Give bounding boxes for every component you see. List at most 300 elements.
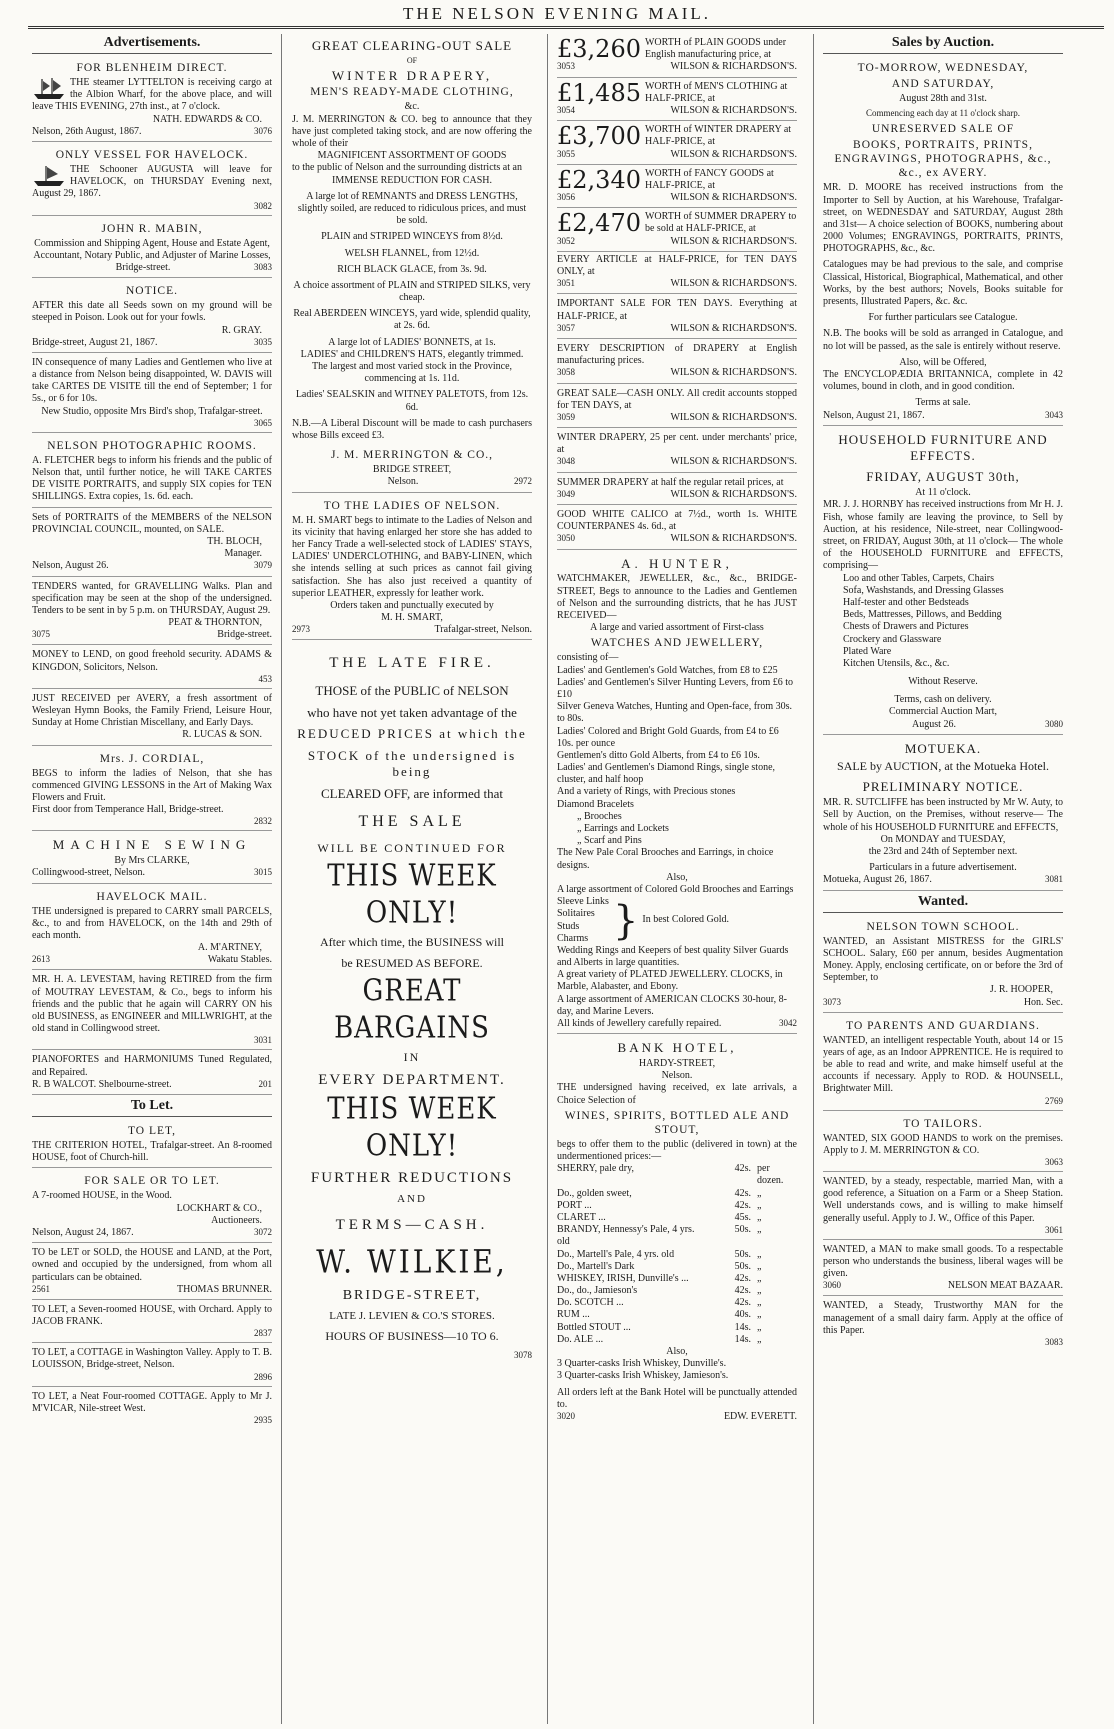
ad-heading: UNRESERVED SALE OF (871, 123, 1015, 136)
ad-price (557, 78, 797, 122)
ad-wr (557, 252, 797, 295)
ad-item: Loo and other Tables, Carpets, Chairs (843, 572, 995, 584)
ad-lucas (32, 691, 272, 746)
ad-address: Bridge-street. (217, 629, 272, 641)
ad-price (557, 34, 797, 78)
ad-firm: WILSON & RICHARDSON'S. (670, 367, 797, 379)
ad-text: Terms at sale. (915, 397, 971, 409)
ad-body: WATCHMAKER, JEWELLER, &c., &c., BRIDGE-STREET, Begs to announce to the Ladies and Gentlemen of Nelson and the surrounding districts, that he has JUST RECEIVED— (557, 573, 797, 621)
ad-body: THE undersigned is prepared to CARRY small PARCELS, &c., to and from HAVELOCK, on the 14th and 29th of each month. (32, 905, 272, 941)
ad-number: 3049 (557, 488, 575, 499)
ad-number: 3048 (557, 456, 575, 467)
ad-text: consisting of— (557, 652, 619, 664)
ad-wilkie (292, 642, 532, 1363)
price-unit: „ (757, 1260, 762, 1272)
ad-item: Beds, Mattresses, Pillows, and Bedding (843, 609, 1002, 621)
ad-number: 3065 (254, 417, 272, 428)
price-value: 42s. (734, 1285, 751, 1297)
ad-body: For further particulars see Catalogue. (868, 312, 1018, 324)
ad-number: 3072 (254, 1227, 272, 1237)
ad-heading: BOOKS, PORTRAITS, PRINTS, ENGRAVINGS, PHOTOGRAPHS, &c., &c., ex AVERY. (834, 139, 1052, 180)
ad-bloch (32, 510, 272, 577)
price-value: 50s. (734, 1260, 751, 1272)
ad-number: 3053 (557, 61, 575, 72)
ad-number: 201 (258, 1078, 272, 1089)
price-unit: „ (757, 1248, 762, 1260)
ad-address: HARDY-STREET, (638, 1058, 716, 1070)
ad-motueka (823, 737, 1063, 891)
ad-heading: NELSON PHOTOGRAPHIC ROOMS. (47, 439, 257, 452)
price-row (557, 1212, 797, 1224)
ad-body: AFTER this date all Seeds sown on my ground will be steeped in Poison. Look out for your fowls. (32, 300, 272, 324)
ad-text: Orders taken and punctually executed by (330, 599, 494, 611)
ad-item: Solitaires (557, 908, 595, 920)
ad-role: Hon. Sec. (1023, 996, 1063, 1008)
ad-address: Wakatu Stables. (207, 954, 272, 966)
ad-amount: £1,485 (557, 78, 641, 107)
ad-text: who have not yet taken advantage of the (307, 704, 517, 720)
ad-signature: J. R. HOOPER, (989, 984, 1053, 996)
ad-number: 3083 (253, 261, 272, 272)
ad-heading: A. HUNTER, (621, 555, 733, 571)
ad-text: HOURS OF BUSINESS—10 TO 6. (325, 1329, 499, 1344)
price-unit: „ (757, 1211, 762, 1223)
ad-amount: £2,340 (557, 165, 641, 194)
ad-heading: MACHINE SEWING (52, 837, 252, 853)
ad-heading: TO TAILORS. (903, 1117, 983, 1130)
ad-body: MR. H. A. LEVESTAM, having RETIRED from the firm of MOUTRAY LEVESTAM, & Co., begs to inform his friends and the public that he again will CARRY ON his old BUSINESS, as ENGINEER and MILLWRIGHT, at the old stand in Collingwood street. (32, 974, 272, 1035)
ad-subheading: WINTER DRAPERY, (331, 67, 493, 83)
ad-body: JUST RECEIVED per AVERY, a fresh assortment of Wesleyan Hymn Books, the Family Friend, Leisure Hour, Sunday at Home Christian Miscellany, and Early Days. (32, 692, 272, 729)
price-row (557, 1249, 797, 1261)
ad-signature: R. GRAY. (221, 324, 262, 336)
ad-body: WANTED, an intelligent respectable Youth, about 14 or 15 years of age, as an Indoor APPRENTICE. He is required to be able to read and write, and make himself useful at the accounts if necessary. Apply to ROD. & HOUNSELL, Brightwater Mill. (823, 1034, 1063, 1095)
ad-item: A great variety of PLATED JEWELLERY. CLOCKS, in Marble, Alabaster, and Ebony. (557, 969, 783, 993)
ad-number: 3081 (1045, 874, 1063, 885)
ad-number: 3059 (557, 411, 575, 422)
ad-text: &c. (404, 101, 420, 113)
ad-number: 3051 (557, 278, 575, 289)
price-unit: „ (757, 1285, 762, 1297)
ad-subheading: PRELIMINARY NOTICE. (862, 779, 1024, 795)
ad-number: 3060 (823, 1280, 841, 1291)
ad-item: Charms (557, 932, 589, 944)
ad-date: Nelson, 26th August, 1867. (32, 125, 142, 137)
ad-text: At 11 o'clock. (915, 487, 971, 499)
ad-number: 2837 (254, 1328, 272, 1339)
ad-headline: W. WILKIE, (316, 1241, 508, 1280)
ad-body: THE undersigned having received, ex late arrivals, a Choice Selection of (557, 1082, 797, 1106)
ad-amount: £3,700 (557, 122, 641, 151)
ad-date: August 26. (912, 718, 956, 730)
ad-item: „ Brooches (577, 810, 622, 822)
ad-item: Ladies' and Gentlemen's Gold Watches, from £8 to £25 (557, 664, 778, 676)
ad-address: Collingwood-street, Nelson. (32, 867, 146, 879)
ad-date: Nelson, August 21, 1867. (823, 409, 925, 421)
ad-number: 3078 (514, 1349, 532, 1360)
ad-item: A large assortment of AMERICAN CLOCKS 30-hour, 8-day, and Marine Levers. (557, 993, 787, 1017)
ad-davis (32, 355, 272, 433)
ship-icon (32, 164, 66, 188)
ad-number: 3058 (557, 367, 575, 378)
ad-body: WANTED, a MAN to make small goods. To a respectable person who understands the business, liberal wages will be given. (823, 1243, 1063, 1280)
ad-date: Nelson, August 26. (32, 560, 109, 572)
ad-date: Nelson, August 24, 1867. (32, 1227, 134, 1238)
ad-heading: FOR SALE OR TO LET. (84, 1175, 220, 1188)
ad-number: 3080 (1045, 718, 1063, 729)
ad-body: TO LET, a Neat Four-roomed COTTAGE. Apply to Mr J. M'VICAR, Nile-street West. (32, 1390, 272, 1414)
ad-text: A large and varied assortment of First-class (590, 622, 764, 634)
ad-body: TO LET, a Seven-roomed HOUSE, with Orchard. Apply to JACOB FRANK. (32, 1303, 272, 1328)
section-heading: Advertisements. (32, 34, 272, 54)
ad-tailors (823, 1113, 1063, 1172)
ad-heading: MOTUEKA. (904, 740, 982, 756)
ad-text: Commencing each day at 11 o'clock sharp. (866, 108, 1020, 119)
ad-body: EVERY DESCRIPTION of DRAPERY at English manufacturing prices. (557, 342, 797, 367)
ad-item: Real ABERDEEN WINCEYS, yard wide, splendid quality, at 2s. 6d. (293, 308, 531, 332)
ad-heading: THE LATE FIRE. (329, 655, 495, 672)
ad-price (557, 121, 797, 165)
ad-blenheim (32, 57, 272, 142)
ad-text: REDUCED PRICES at which the (297, 726, 527, 742)
ad-firm: WILSON & RICHARDSON'S. (670, 322, 797, 334)
price-row (557, 1200, 797, 1212)
ad-role: Manager. (224, 548, 262, 560)
price-item: PORT ... (557, 1199, 592, 1211)
ad-money (32, 647, 272, 688)
ad-number: 2935 (254, 1415, 272, 1425)
ad-body: begs to offer them to the public (delivered in town) at the undermentioned prices:— (557, 1138, 797, 1163)
ad-signature: LOCKHART & CO., (176, 1202, 262, 1214)
ad-town-school (823, 916, 1063, 1013)
price-item: Bottled STOUT ... (557, 1321, 631, 1333)
price-row (557, 1163, 797, 1187)
ad-text: Particulars in a future advertisement. (869, 862, 1017, 874)
ad-item: 3 Quarter-casks Irish Whiskey, Dunville's. (557, 1358, 727, 1370)
ad-body: SALE by AUCTION, at the Motueka Hotel. (837, 758, 1049, 773)
price-value: 42s. (734, 1272, 751, 1284)
section-heading: Wanted. (823, 893, 1063, 913)
ad-text: MAGNIFICENT ASSORTMENT OF GOODS (317, 150, 507, 162)
ad-photographic-rooms (32, 435, 272, 508)
ad-body: A 7-roomed HOUSE, in the Wood. (32, 1190, 172, 1202)
price-row (557, 1285, 797, 1297)
ad-amount: £2,470 (557, 209, 641, 238)
ad-body: Sets of PORTRAITS of the MEMBERS of the NELSON PROVINCIAL COUNCIL, mounted, on SALE. (32, 511, 272, 535)
ad-text: On MONDAY and TUESDAY, (880, 833, 1006, 845)
ad-clearing-sale (292, 34, 532, 493)
ad-signature: TH. BLOCH, (207, 535, 262, 547)
ad-tenders (32, 579, 272, 646)
ad-body: GOOD WHITE CALICO at 7½d., worth 1s. WHITE COUNTERPANES 4s. 6d., at (557, 509, 797, 533)
ad-number: 3035 (254, 336, 272, 347)
ad-number: 2769 (1045, 1095, 1063, 1106)
ad-item: Also, (666, 871, 688, 883)
ad-mvicar (32, 1389, 272, 1429)
ad-firm: WILSON & RICHARDSON'S. (670, 488, 797, 500)
price-row (557, 1188, 797, 1200)
ad-text: CLEARED OFF, are informed that (320, 786, 503, 802)
price-unit: „ (757, 1321, 762, 1333)
price-row (557, 1261, 797, 1273)
price-row (557, 1322, 797, 1334)
ad-body: BEGS to inform the ladies of Nelson, that she has commenced GIVING LESSONS in the Art of Making Wax Flowers and Fruit. (32, 767, 272, 803)
ad-headline: THIS WEEK ONLY! (327, 859, 497, 931)
ad-steady-man (823, 1174, 1063, 1240)
ad-parents (823, 1015, 1063, 1111)
price-row (557, 1297, 797, 1309)
ad-number: 3056 (557, 192, 575, 203)
ad-number: 3063 (1045, 1157, 1063, 1168)
ad-number: 3015 (254, 867, 272, 878)
ad-number: 3057 (557, 322, 575, 333)
price-item: WHISKEY, IRISH, Dunville's ... (557, 1272, 689, 1284)
ad-number: 3079 (254, 560, 272, 571)
price-unit: „ (757, 1309, 762, 1321)
ad-text: WILL BE CONTINUED FOR (317, 841, 507, 856)
ad-wr (557, 430, 797, 473)
ad-notice (32, 280, 272, 353)
ad-heading: ONLY VESSEL FOR HAVELOCK. (55, 149, 249, 162)
ad-body: IN consequence of many Ladies and Gentlemen who live at a distance from Nelson being disappointed, W. DAVIS will take CARTES DE VISITE till the end of September; 1 for 5s., or 6 for 10s. (32, 356, 272, 405)
ad-body: TO be LET or SOLD, the HOUSE and LAND, at the Port, owned and occupied by the undersigned, from whom all particulars can be obtained. (32, 1247, 272, 1283)
price-value: 50s. (734, 1224, 751, 1236)
ad-number: 2613 (32, 954, 50, 965)
ad-number: 3075 (32, 629, 50, 640)
ad-address: New Studio, opposite Mrs Bird's shop, Trafalgar-street. (41, 405, 263, 417)
ad-subheading: WATCHES AND JEWELLERY, (590, 637, 764, 650)
ad-number: 3082 (254, 200, 272, 211)
ad-text: be RESUMED AS BEFORE. (341, 956, 483, 971)
ad-body: WANTED, a Steady, Trustworthy MAN for the management of a small dairy farm. Apply at the office of this Paper. (823, 1300, 1063, 1336)
ad-item: Ladies' Colored and Bright Gold Guards, from £4 to £6 10s. per ounce (557, 725, 779, 749)
ad-item: „ Scarf and Pins (577, 835, 642, 847)
ad-body: MR. R. SUTCLIFFE has been instructed by Mr W. Auty, to Sell by Auction, on the Premises, without reserve— The whole of his HOUSEHOLD FURNITURE and EFFECTS, (823, 797, 1063, 833)
ad-body: MR. D. MOORE has received instructions from the Importer to Sell by Auction, at his Warehouse, Trafalgar-street, on WEDNESDAY and SATURDAY, August 28th and 31st— A choice selection of BOOKS, numbering about 2000 Volumes; ENGRAVINGS, PORTRAITS, PRINTS, PHOTOGRAPHS, &c., &c. (823, 182, 1063, 255)
ad-wr (557, 296, 797, 339)
ad-signature: NATH. EDWARDS & CO. (152, 113, 262, 125)
ad-heading: TO THE LADIES OF NELSON. (323, 499, 501, 512)
ad-wr (557, 475, 797, 505)
ad-wood (32, 1170, 272, 1243)
ad-item: Ladies' and Gentlemen's Diamond Rings, single stone, cluster, and half hoop (557, 762, 776, 786)
ad-item: Silver Geneva Watches, Hunting and Open-face, from 30s. to 80s. (557, 701, 793, 725)
price-item: Do., Martell's Dark (557, 1260, 635, 1272)
ad-item: Diamond Bracelets (557, 798, 634, 810)
price-value: 45s. (734, 1211, 751, 1223)
ad-heading: NOTICE. (125, 285, 179, 298)
ad-body: WORTH of WINTER DRAPERY at HALF-PRICE, at (644, 124, 792, 148)
masthead-rule (28, 26, 1104, 29)
ad-heading: NELSON TOWN SCHOOL. (866, 920, 1020, 933)
ad-text: STOCK of the undersigned is being (307, 748, 517, 780)
price-item: Do., Martell's Pale, 4 yrs. old (557, 1248, 675, 1260)
ad-heading: Mrs. J. CORDIAL, (99, 752, 205, 765)
price-unit: „ (757, 1272, 762, 1284)
ad-number: 3083 (1045, 1337, 1063, 1348)
ad-heading: JOHN R. MABIN, (101, 222, 203, 235)
price-value: 40s. (734, 1309, 751, 1321)
column-1 (32, 34, 272, 1724)
ad-text: IMMENSE REDUCTION FOR CASH. (331, 174, 492, 186)
section-heading: To Let. (32, 1097, 272, 1117)
column-divider (281, 34, 282, 1724)
ad-number: 2561 (32, 1283, 50, 1294)
ad-body: By Mrs CLARKE, (114, 855, 190, 867)
ad-signature: R. LUCAS & SON. (182, 729, 262, 741)
brace-list (557, 896, 797, 945)
ad-item: Gentlemen's ditto Gold Alberts, from £4 to £6 10s. (557, 749, 760, 761)
ad-text: In best Colored Gold. (642, 914, 730, 926)
ad-number: 3020 (557, 1410, 575, 1421)
ad-firm: WILSON & RICHARDSON'S. (670, 61, 797, 73)
ad-hunter (557, 552, 797, 1035)
ad-item: Sofa, Washstands, and Dressing Glasses (843, 584, 1004, 596)
ad-body: WORTH of FANCY GOODS at HALF-PRICE, at (644, 167, 774, 191)
ad-body: WANTED, by a steady, respectable, married Man, with a good reference, a Situation on a Farm or a Sheep Station. Well understands cows, and is willing to make himself generally useful. Apply to J. W., Office of this Paper. (823, 1176, 1063, 1224)
ad-body: SUMMER DRAPERY at half the regular retail prices, at (557, 476, 784, 488)
ad-criterion (32, 1120, 272, 1168)
ad-text: AND (397, 1192, 427, 1205)
ad-heading: GREAT CLEARING-OUT SALE (311, 38, 513, 53)
ad-body: IMPORTANT SALE FOR TEN DAYS. Everything at HALF-PRICE, at (557, 298, 797, 322)
ad-mabin (32, 218, 272, 279)
price-item: Do. ALE ... (557, 1333, 604, 1345)
price-row (557, 1224, 797, 1248)
ad-price (557, 208, 797, 252)
ad-louisson (32, 1345, 272, 1386)
ad-text: Commercial Auction Mart, (888, 706, 998, 718)
section-heading: Sales by Auction. (823, 34, 1063, 54)
ad-address: First door from Temperance Hall, Bridge-street. (32, 804, 224, 816)
ad-text: OF (406, 55, 418, 65)
ad-address: Bridge-street. (115, 261, 171, 273)
price-item: CLARET ... (557, 1211, 606, 1223)
ad-heading: FOR BLENHEIM DIRECT. (76, 62, 228, 75)
ad-books-auction (823, 57, 1063, 426)
ad-firm: WILSON & RICHARDSON'S. (670, 192, 797, 204)
ad-body: TO LET, a COTTAGE in Washington Valley. Apply to T. B. LOUISSON, Bridge-street, Nelson. (32, 1347, 272, 1371)
ad-number: 3050 (557, 533, 575, 544)
ad-havelock-mail (32, 886, 272, 971)
ad-item: And a variety of Rings, with Precious stones (557, 786, 736, 798)
ad-heading: BANK HOTEL, (617, 1040, 737, 1056)
ad-body: TENDERS wanted, for GRAVELLING Walks. Plan and specification may be seen at the shop of the undersigned. Tenders to be sent in by 5 p.m. on THURSDAY, August 29. (32, 580, 272, 616)
ad-heading: TO-MORROW, WEDNESDAY, (857, 62, 1029, 75)
ad-item: LADIES' and CHILDREN'S HATS, elegantly trimmed. The largest and most varied stock in the Province, commencing at 1s. 11d. (300, 348, 524, 385)
ad-firm: WILSON & RICHARDSON'S. (670, 104, 797, 116)
ad-body: PIANOFORTES and HARMONIUMS Tuned Regulated, and Repaired. (32, 1054, 272, 1078)
ad-signature: PEAT & THORNTON, (168, 617, 262, 629)
ad-text: IN (403, 1050, 421, 1065)
ad-text: Terms, cash on delivery. (894, 694, 992, 706)
ad-heading: TO LET, (127, 1125, 177, 1138)
ad-number: 2896 (254, 1371, 272, 1382)
ad-firm: WILSON & RICHARDSON'S. (670, 235, 797, 247)
ad-text: EVERY DEPARTMENT. (318, 1071, 506, 1088)
ad-heading: AND SATURDAY, (891, 78, 995, 91)
ad-firm: WILSON & RICHARDSON'S. (670, 411, 797, 423)
ad-signature: R. B WALCOT. Shelbourne-street. (32, 1078, 172, 1090)
ad-body: WORTH of PLAIN GOODS under English manufacturing price, at (644, 37, 787, 61)
ad-text: After which time, the BUSINESS will (320, 935, 504, 950)
price-unit: „ (757, 1187, 762, 1199)
ad-body: THE steamer LYTTELTON is receiving cargo at the Albion Wharf, for the above place, and will leave THIS EVENING, 27th inst., at 7 o'clock. (32, 77, 272, 113)
ad-number: 3043 (1045, 409, 1063, 420)
ad-body: WANTED, SIX GOOD HANDS to work on the premises. Apply to J. M. MERRINGTON & CO. (823, 1132, 1063, 1156)
ad-body: MONEY to LEND, on good freehold security. ADAMS & KINGDON, Solicitors, Nelson. (32, 649, 272, 673)
ad-item: Sleeve Links (557, 896, 609, 908)
ad-heading: HAVELOCK MAIL. (96, 890, 208, 903)
ad-text: Without Reserve. (908, 676, 978, 688)
ad-furniture (823, 428, 1063, 735)
ad-text: the 23rd and 24th of September next. (868, 845, 1018, 857)
price-item: Do. SCOTCH ... (557, 1297, 624, 1309)
price-value: 42s. (734, 1163, 751, 1175)
ad-number: 2832 (254, 816, 272, 827)
price-item: Do., golden sweet, (557, 1187, 632, 1199)
ad-firm: WILSON & RICHARDSON'S. (670, 456, 797, 468)
price-row (557, 1273, 797, 1285)
ad-item: All kinds of Jewellery carefully repaired. (557, 1018, 722, 1029)
ad-smart (292, 495, 532, 641)
ad-dairy (823, 1298, 1063, 1351)
ad-item: Wedding Rings and Keepers of best quality Silver Guards and Alberts in large quantities. (557, 944, 789, 969)
ad-signature: A. M'ARTNEY, (197, 942, 262, 954)
ad-body: Commission and Shipping Agent, House and Estate Agent, Accountant, Notary Public, and Adjuster of Marine Losses, (33, 237, 271, 261)
ad-text: Also, (666, 1346, 688, 1358)
ad-firm: WILSON & RICHARDSON'S. (670, 533, 797, 545)
ad-item: N.B.—A Liberal Discount will be made to cash purchasers whose Bills exceed £3. (292, 417, 532, 441)
ad-number: 3052 (557, 235, 575, 246)
ad-address: Trafalgar-street, Nelson. (434, 624, 532, 636)
ad-number: 3073 (823, 996, 841, 1007)
ad-meat-bazaar (823, 1242, 1063, 1297)
ad-item: A choice assortment of PLAIN and STRIPED SILKS, very cheap. (293, 279, 531, 304)
ad-headline: THIS WEEK ONLY! (327, 1092, 497, 1164)
ad-date: Bridge-street, August 21, 1867. (32, 336, 158, 348)
ad-item: A large assortment of Colored Gold Brooches and Earrings (557, 883, 794, 895)
price-row (557, 1334, 797, 1346)
ad-body: EVERY ARTICLE at HALF-PRICE, for TEN DAYS ONLY, at (557, 253, 797, 277)
column-2 (292, 34, 532, 1724)
price-row (557, 1309, 797, 1321)
ad-body: N.B. The books will be sold as arranged in Catalogue, and no lot will be passed, as the sale is entirely without reserve. (823, 328, 1063, 352)
ad-item: PLAIN and STRIPED WINCEYS from 8½d. (321, 231, 503, 243)
ad-number: 453 (258, 673, 272, 684)
ad-body: A. FLETCHER begs to inform his friends and the public of Nelson that, until further notice, he will TAKE CARTES DE VISITE PORTRAITS, and supply SIX copies for TEN SHILLINGS. Extra copies, 1s. 6d. each. (32, 454, 272, 503)
ad-signature: M. H. SMART, (381, 612, 443, 624)
ad-heading: HOUSEHOLD FURNITURE AND EFFECTS. (838, 431, 1048, 463)
ad-body: All orders left at the Bank Hotel will be punctually attended to. (557, 1386, 797, 1410)
ad-item: Ladies' SEALSKIN and WITNEY PALETOTS, from 12s. 6d. (295, 389, 529, 413)
ad-body: Also, will be Offered, (899, 356, 987, 368)
ad-item: Half-tester and other Bedsteads (843, 596, 969, 608)
price-unit: per dozen. (757, 1163, 784, 1187)
price-unit: „ (757, 1333, 762, 1345)
ad-body: Catalogues may be had previous to the sale, and comprise Classical, Historical, Biographical, Mathematical, and other Works, by the best authors; Novels, Books suitable for presents, Illustrated Papers, &c. &c. (823, 259, 1063, 308)
ad-firm: WILSON & RICHARDSON'S. (670, 148, 797, 160)
ad-number: 3031 (254, 1035, 272, 1046)
ship-icon (32, 77, 66, 101)
ad-item: Studs (557, 920, 580, 932)
column-3 (557, 34, 797, 1724)
ad-wr (557, 341, 797, 384)
ad-date: Motueka, August 26, 1867. (823, 874, 932, 886)
ad-text: THE SALE (358, 812, 466, 830)
ad-brunner (32, 1245, 272, 1300)
ad-text: August 28th and 31st. (899, 93, 987, 105)
